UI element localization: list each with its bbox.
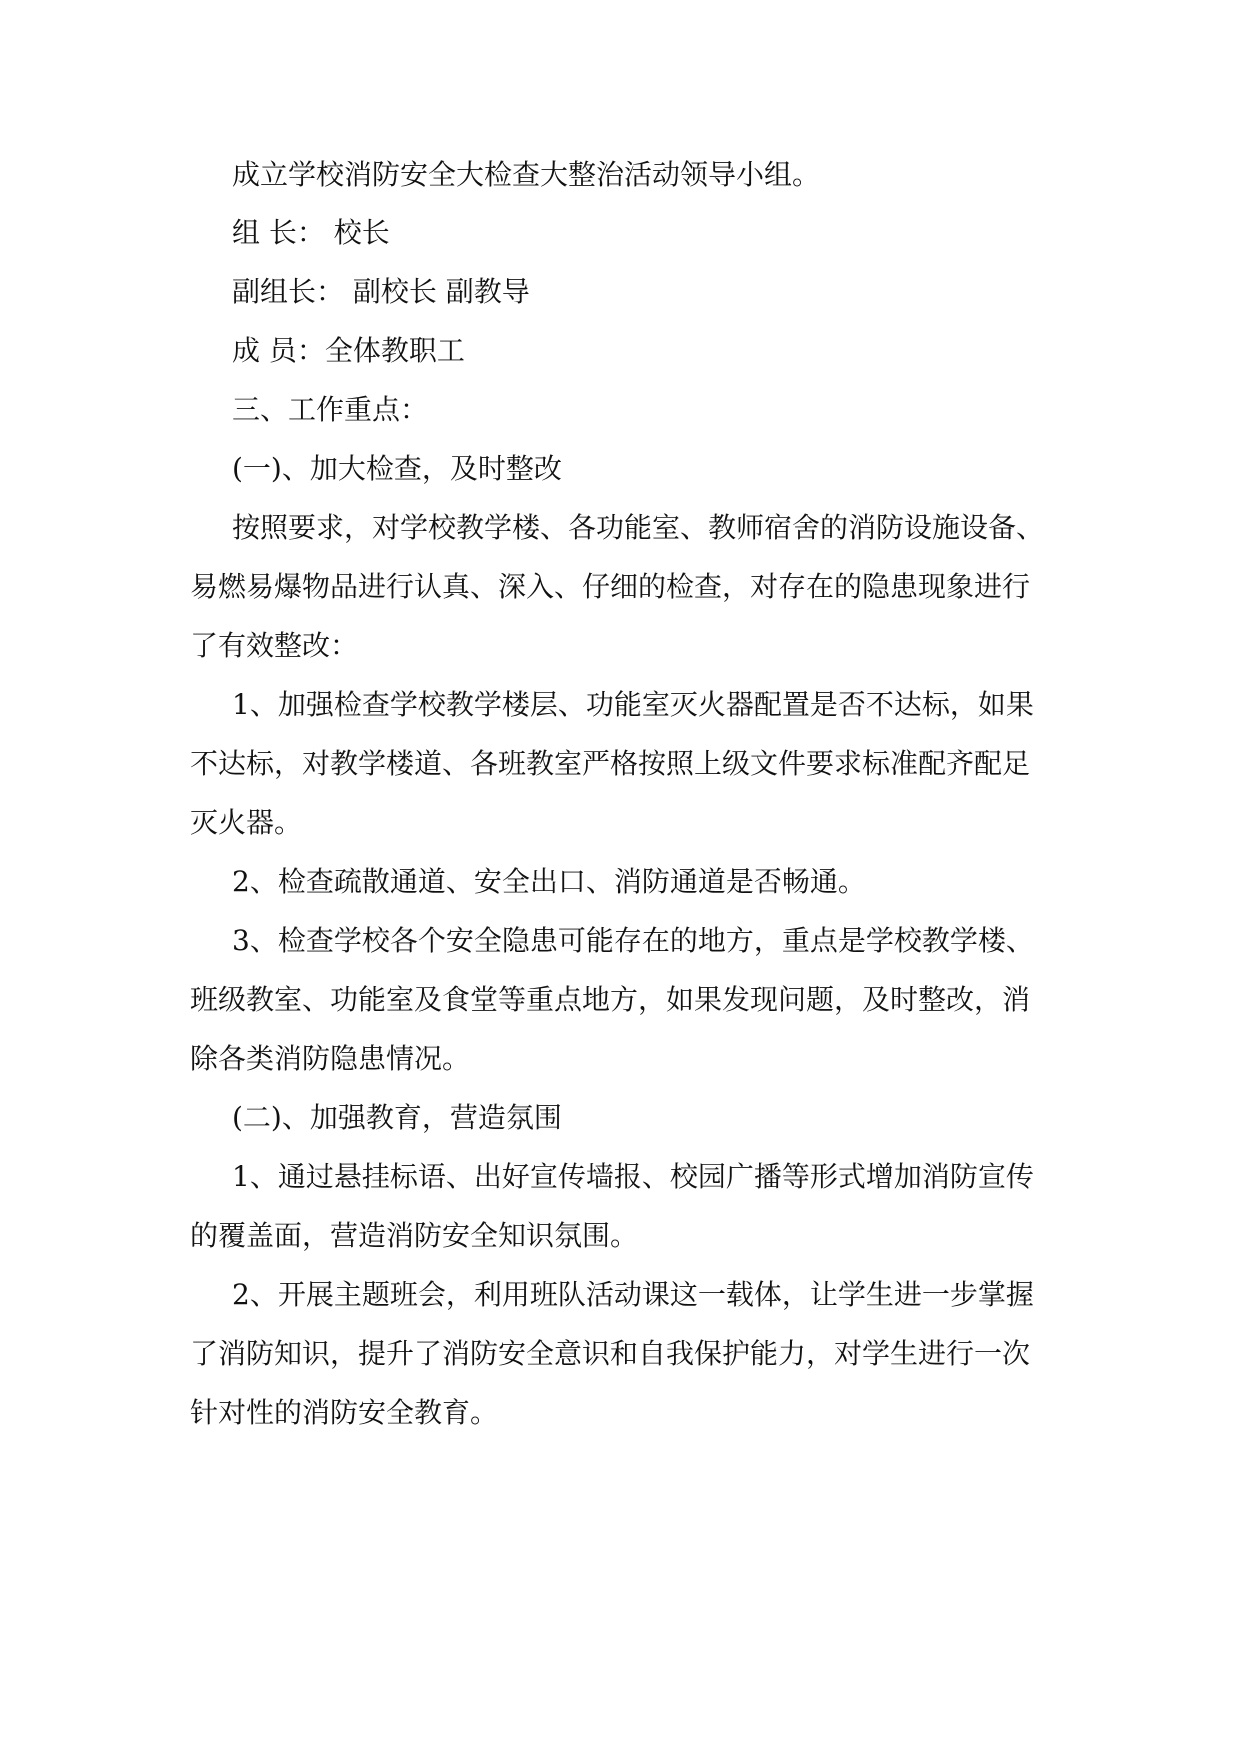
paragraph-inspection-line-1: 按照要求，对学校教学楼、各功能室、教师宿舍的消防设施设备、 <box>232 511 1045 544</box>
education-item-2-line-2: 了消防知识，提升了消防安全意识和自我保护能力，对学生进行一次 <box>190 1337 1031 1370</box>
deputy-leader-line: 副组长： 副校长 副教导 <box>232 275 530 308</box>
item-1-line-2: 不达标，对教学楼道、各班教室严格按照上级文件要求标准配齐配足 <box>190 747 1031 780</box>
item-1-line-3: 灭火器。 <box>190 806 303 839</box>
item-1-line-1: 1、加强检查学校教学楼层、功能室灭火器配置是否不达标，如果 <box>232 688 1034 721</box>
leader-line: 组 长： 校长 <box>232 216 390 249</box>
subheading-inspection: (一)、加大检查，及时整改 <box>232 452 562 485</box>
members-line: 成 员：全体教职工 <box>232 334 465 367</box>
paragraph-leadership-group: 成立学校消防安全大检查大整治活动领导小组。 <box>232 158 821 191</box>
section-heading-work-focus: 三、工作重点： <box>232 393 429 426</box>
education-item-2-line-3: 针对性的消防安全教育。 <box>190 1396 499 1429</box>
education-item-1-line-1: 1、通过悬挂标语、出好宣传墙报、校园广播等形式增加消防宣传 <box>232 1160 1034 1193</box>
paragraph-inspection-line-2: 易燃易爆物品进行认真、深入、仔细的检查，对存在的隐患现象进行 <box>190 570 1031 603</box>
education-item-2-line-1: 2、开展主题班会，利用班队活动课这一载体，让学生进一步掌握 <box>232 1278 1034 1311</box>
item-3-line-3: 除各类消防隐患情况。 <box>190 1042 471 1075</box>
item-2-line-1: 2、检查疏散通道、安全出口、消防通道是否畅通。 <box>232 865 866 898</box>
item-3-line-2: 班级教室、功能室及食堂等重点地方，如果发现问题，及时整改，消 <box>190 983 1031 1016</box>
paragraph-inspection-line-3: 了有效整改： <box>190 629 359 662</box>
item-3-line-1: 3、检查学校各个安全隐患可能存在的地方，重点是学校教学楼、 <box>232 924 1034 957</box>
subheading-education: (二)、加强教育，营造氛围 <box>232 1101 562 1134</box>
education-item-1-line-2: 的覆盖面，营造消防安全知识氛围。 <box>190 1219 639 1252</box>
